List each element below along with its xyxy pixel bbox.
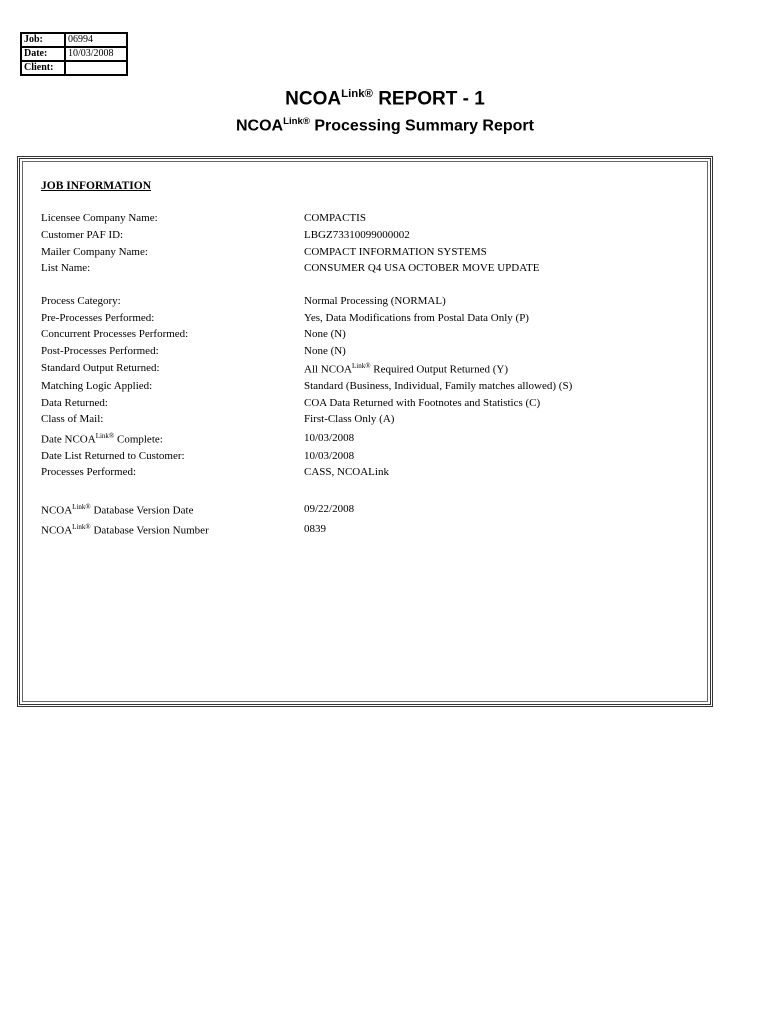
process-info-label: Class of Mail: — [41, 413, 104, 425]
process-info-value: CASS, NCOALink — [304, 466, 389, 478]
value-prefix: All NCOA — [304, 363, 352, 376]
database-info-label — [41, 523, 209, 537]
client-label: Client: — [21, 61, 65, 75]
label-suffix: Database Version Date — [90, 504, 194, 517]
company-info-label: Customer PAF ID: — [41, 229, 124, 241]
label-sup: Link® — [72, 523, 91, 531]
label-prefix: NCOA — [41, 524, 73, 537]
process-info-label: Process Category: — [41, 295, 121, 307]
process-info-label: Date List Returned to Customer: — [41, 450, 185, 462]
report-subtitle — [0, 116, 770, 135]
process-info-value — [304, 362, 508, 376]
process-info-value: 10/03/2008 — [304, 432, 355, 444]
report-title-sup: Link® — [341, 88, 373, 100]
report-title-prefix: NCOA — [285, 88, 342, 110]
date-value: 10/03/2008 — [65, 47, 127, 61]
company-info-label: List Name: — [41, 262, 91, 274]
job-value: 06994 — [65, 33, 127, 47]
date-label: Date: — [21, 47, 65, 61]
database-info-value: 09/22/2008 — [304, 503, 355, 515]
company-info-value: LBGZ73310099000002 — [304, 229, 410, 241]
label-prefix: Date NCOA — [41, 433, 96, 446]
report-title — [0, 88, 770, 110]
label-sup: Link® — [72, 503, 91, 511]
report-title-suffix: REPORT - 1 — [372, 88, 485, 110]
process-info-label: Post-Processes Performed: — [41, 345, 159, 357]
client-value — [65, 61, 127, 75]
company-info-value: CONSUMER Q4 USA OCTOBER MOVE UPDATE — [304, 262, 540, 274]
process-info-label — [41, 432, 163, 446]
process-info-value: COA Data Returned with Footnotes and Statistics (C) — [304, 397, 541, 409]
process-info-value: Standard (Business, Individual, Family matches allowed) (S) — [304, 380, 573, 392]
report-subtitle-sup: Link® — [283, 116, 310, 127]
company-info-label: Licensee Company Name: — [41, 212, 158, 224]
value-sup: Link® — [351, 362, 371, 370]
process-info-value: None (N) — [304, 328, 346, 340]
process-info-value: 10/03/2008 — [304, 450, 355, 462]
process-info-value: None (N) — [304, 345, 346, 357]
company-info-value: COMPACT INFORMATION SYSTEMS — [304, 246, 487, 258]
label-sup: Link® — [95, 432, 115, 440]
process-info-label: Pre-Processes Performed: — [41, 312, 155, 324]
process-info-label: Processes Performed: — [41, 466, 137, 478]
section-heading: JOB INFORMATION — [41, 180, 151, 192]
job-label: Job: — [21, 33, 65, 47]
company-info-label: Mailer Company Name: — [41, 246, 148, 258]
process-info-label: Data Returned: — [41, 397, 108, 409]
database-info-value: 0839 — [304, 523, 326, 535]
database-info-label — [41, 503, 193, 517]
process-info-value: First-Class Only (A) — [304, 413, 395, 425]
value-suffix: Required Output Returned (Y) — [370, 363, 508, 376]
label-suffix: Database Version Number — [90, 524, 209, 537]
process-info-label: Standard Output Returned: — [41, 362, 160, 374]
process-info-label: Matching Logic Applied: — [41, 380, 153, 392]
process-info-value: Yes, Data Modifications from Postal Data Only (P) — [304, 312, 529, 324]
process-info-value: Normal Processing (NORMAL) — [304, 295, 446, 307]
process-info-label: Concurrent Processes Performed: — [41, 328, 189, 340]
job-info-box — [20, 32, 128, 76]
report-subtitle-prefix: NCOA — [236, 117, 284, 135]
label-suffix: Complete: — [114, 433, 163, 446]
company-info-value: COMPACTIS — [304, 212, 366, 224]
report-subtitle-suffix: Processing Summary Report — [309, 117, 534, 135]
label-prefix: NCOA — [41, 504, 73, 517]
